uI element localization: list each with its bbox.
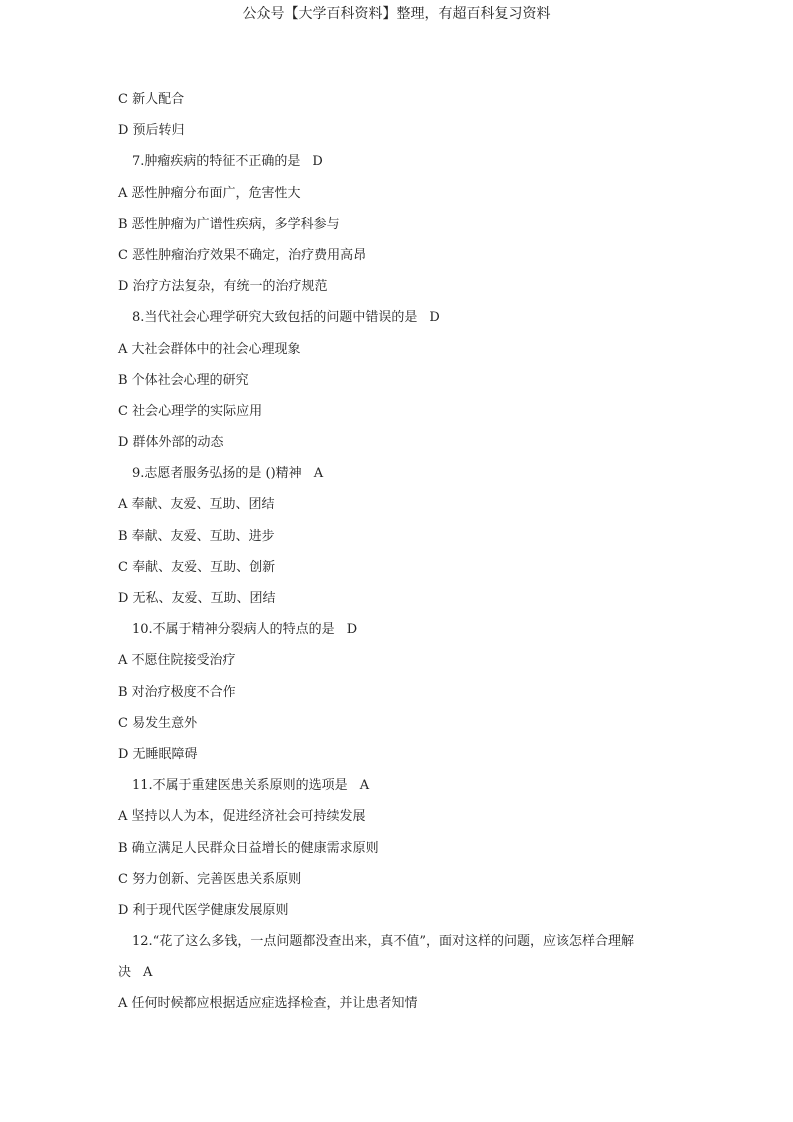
option-line: A 奉献、友爱、互助、团结 xyxy=(118,497,275,513)
option-line: C 努力创新、完善医患关系原则 xyxy=(118,871,302,887)
option-line: C 新人配合 xyxy=(118,92,185,107)
option-line: A 大社会群体中的社会心理现象 xyxy=(118,341,301,357)
option-line: C 奉献、友爱、互助、创新 xyxy=(118,559,276,575)
option-line: B 恶性肿瘤为广谱性疾病，多学科参与 xyxy=(118,216,340,232)
page-header: 公众号【大学百科资料】整理，有超百科复习资料 xyxy=(242,6,551,22)
question-line: 12.“花了这么多钱，一点问题都没查出来，真不值”，面对这样的问题，应该怎样合理解 xyxy=(132,934,634,950)
document-body xyxy=(118,88,688,1024)
answer-key: D xyxy=(312,154,323,170)
option-line: B 对治疗极度不合作 xyxy=(118,684,236,700)
option-line: D 利于现代医学健康发展原则 xyxy=(118,902,289,918)
option-line: D 群体外部的动态 xyxy=(118,435,224,451)
option-line: B 奉献、友爱、互助、进步 xyxy=(118,528,275,544)
option-line: A 不愿住院接受治疗 xyxy=(118,653,236,669)
option-line: C 恶性肿瘤治疗效果不确定，治疗费用高昂 xyxy=(118,247,367,263)
option-line: B 确立满足人民群众日益增长的健康需求原则 xyxy=(118,840,379,856)
option-line: C 社会心理学的实际应用 xyxy=(118,403,263,419)
question-line: 9.志愿者服务弘扬的是 ()精神 A xyxy=(132,466,324,482)
question-line: 8.当代社会心理学研究大致包括的问题中错误的是 D xyxy=(132,310,440,326)
option-line: A 恶性肿瘤分布面广，危害性大 xyxy=(118,185,301,201)
answer-key: D xyxy=(429,310,440,326)
question-line: 7.肿瘤疾病的特征不正确的是 D xyxy=(132,154,323,170)
answer-key: A xyxy=(143,965,153,981)
option-line: A 任何时候都应根据适应症选择检查，并让患者知情 xyxy=(118,996,418,1012)
option-line: B 个体社会心理的研究 xyxy=(118,372,249,388)
question-line: 10.不属于精神分裂病人的特点的是 D xyxy=(132,622,358,638)
option-line: D 无睡眠障碍 xyxy=(118,746,198,762)
answer-key: A xyxy=(313,466,324,482)
answer-key: A xyxy=(359,778,370,794)
option-line: D 治疗方法复杂，有统一的治疗规范 xyxy=(118,279,328,295)
question-continuation-line: 决 A xyxy=(118,965,153,981)
option-line: D 无私、友爱、互助、团结 xyxy=(118,591,276,606)
question-line: 11.不属于重建医患关系原则的选项是 A xyxy=(132,778,370,794)
answer-key: D xyxy=(346,622,358,638)
option-line: C 易发生意外 xyxy=(118,715,198,731)
option-line: D 预后转归 xyxy=(118,123,185,139)
option-line: A 坚持以人为本，促进经济社会可持续发展 xyxy=(118,809,366,825)
